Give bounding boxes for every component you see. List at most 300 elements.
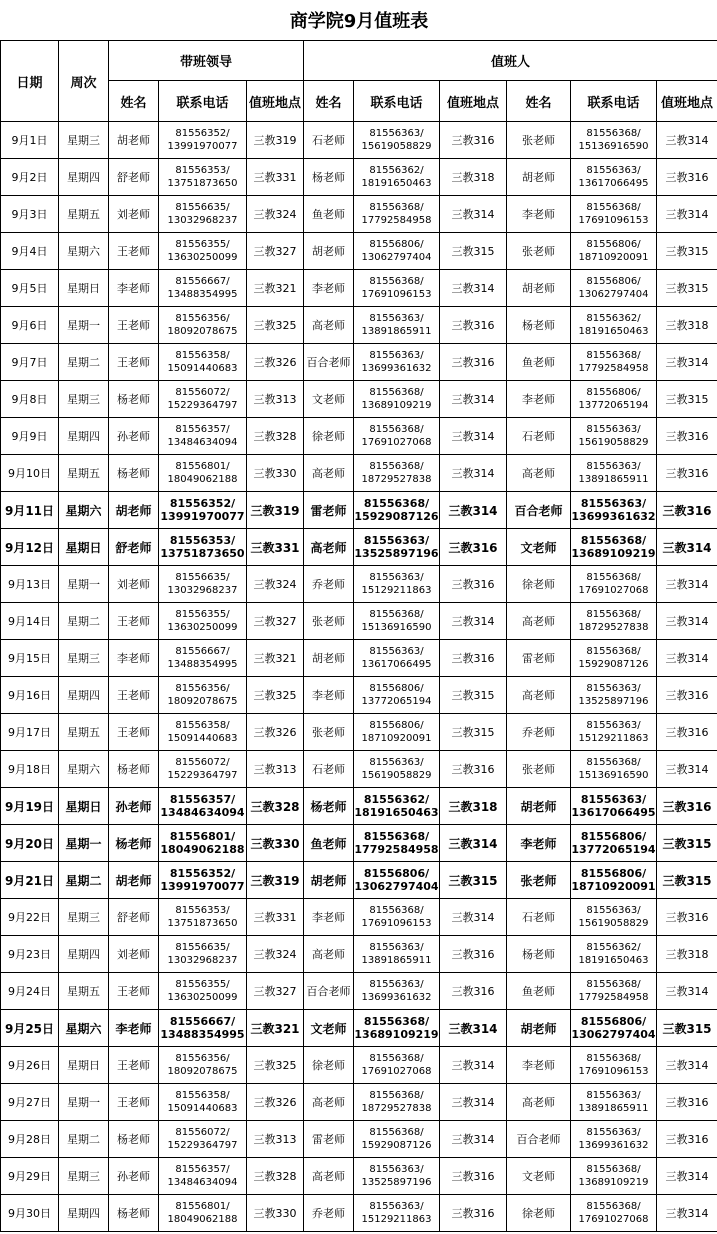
phone-mobile: 13689109219 xyxy=(361,400,432,411)
duty2-phone-cell xyxy=(571,936,657,973)
phone-mobile: 18729527838 xyxy=(361,1103,432,1114)
phone-office: 81556356/ xyxy=(175,313,230,324)
phone-mobile: 15619058829 xyxy=(361,141,432,152)
phone-office: 81556801/ xyxy=(175,461,230,472)
phone-mobile: 18092078675 xyxy=(167,696,238,707)
duty2-location-cell: 三教315 xyxy=(657,1010,717,1047)
phone-mobile: 13617066495 xyxy=(571,806,656,819)
phone-office: 81556363/ xyxy=(363,534,430,547)
date-cell: 9月20日 xyxy=(1,825,59,862)
phone-office: 81556806/ xyxy=(586,276,641,287)
phone-office: 81556072/ xyxy=(175,387,230,398)
date-cell: 9月11日 xyxy=(1,492,59,529)
leader-phone-cell xyxy=(159,196,247,233)
duty1-name-cell: 胡老师 xyxy=(304,233,354,270)
table-row xyxy=(1,677,717,714)
leader-location-cell: 三教313 xyxy=(247,751,304,788)
phone-mobile: 17691027068 xyxy=(578,585,649,596)
phone-mobile: 17691096153 xyxy=(361,289,432,300)
phone-office: 81556363/ xyxy=(586,683,641,694)
date-cell: 9月8日 xyxy=(1,381,59,418)
leader-name-cell: 王老师 xyxy=(109,307,159,344)
phone-office: 81556801/ xyxy=(169,830,236,843)
leader-location-cell: 三教319 xyxy=(247,862,304,899)
phone-mobile: 13488354995 xyxy=(167,659,238,670)
duty2-name-cell: 乔老师 xyxy=(507,714,571,751)
duty2-location-cell: 三教316 xyxy=(657,159,717,196)
phone-mobile: 13772065194 xyxy=(571,843,656,856)
phone-office: 81556353/ xyxy=(175,905,230,916)
duty1-phone-cell xyxy=(354,307,440,344)
leader-name-cell: 王老师 xyxy=(109,1047,159,1084)
date-cell: 9月29日 xyxy=(1,1158,59,1195)
leader-location-cell: 三教313 xyxy=(247,1121,304,1158)
date-cell: 9月26日 xyxy=(1,1047,59,1084)
duty1-location-cell: 三教318 xyxy=(440,788,507,825)
duty2-phone-cell xyxy=(571,751,657,788)
duty2-name-cell: 胡老师 xyxy=(507,1010,571,1047)
weekday-cell: 星期日 xyxy=(59,270,109,307)
phone-office: 81556363/ xyxy=(586,1127,641,1138)
duty2-phone-cell xyxy=(571,233,657,270)
duty1-location-cell: 三教314 xyxy=(440,1047,507,1084)
duty1-location-cell: 三教314 xyxy=(440,196,507,233)
leader-location-cell: 三教331 xyxy=(247,899,304,936)
duty2-location-cell: 三教316 xyxy=(657,677,717,714)
phone-office: 81556806/ xyxy=(363,867,430,880)
phone-office: 81556363/ xyxy=(586,424,641,435)
duty1-location-cell: 三教316 xyxy=(440,307,507,344)
leader-name-cell: 杨老师 xyxy=(109,751,159,788)
duty2-name-cell: 石老师 xyxy=(507,899,571,936)
weekday-cell: 星期五 xyxy=(59,973,109,1010)
weekday-cell: 星期二 xyxy=(59,862,109,899)
table-row xyxy=(1,196,717,233)
duty1-phone-cell xyxy=(354,788,440,825)
duty1-location-cell: 三教316 xyxy=(440,751,507,788)
duty1-location-cell: 三教316 xyxy=(440,973,507,1010)
leader-phone-cell xyxy=(159,1010,247,1047)
duty2-name-cell: 李老师 xyxy=(507,381,571,418)
leader-location-cell: 三教324 xyxy=(247,566,304,603)
phone-office: 81556352/ xyxy=(169,497,236,510)
leader-location-cell: 三教326 xyxy=(247,1084,304,1121)
duty2-location-cell: 三教316 xyxy=(657,899,717,936)
duty1-name-cell: 徐老师 xyxy=(304,1047,354,1084)
phone-office: 81556368/ xyxy=(580,534,647,547)
phone-office: 81556667/ xyxy=(169,1015,236,1028)
date-cell: 9月15日 xyxy=(1,640,59,677)
phone-mobile: 13484634094 xyxy=(167,437,238,448)
phone-mobile: 13891865911 xyxy=(578,474,649,485)
phone-mobile: 13891865911 xyxy=(578,1103,649,1114)
leader-phone-cell xyxy=(159,270,247,307)
duty1-location-cell: 三教316 xyxy=(440,344,507,381)
date-cell: 9月22日 xyxy=(1,899,59,936)
leader-phone-cell xyxy=(159,677,247,714)
leader-location-cell: 三教324 xyxy=(247,936,304,973)
phone-office: 81556355/ xyxy=(175,239,230,250)
leader-phone-cell xyxy=(159,159,247,196)
duty1-phone-cell xyxy=(354,381,440,418)
duty2-location-cell: 三教314 xyxy=(657,122,717,159)
duty2-location-cell: 三教315 xyxy=(657,233,717,270)
duty1-name-cell: 杨老师 xyxy=(304,159,354,196)
weekday-cell: 星期三 xyxy=(59,381,109,418)
date-cell: 9月23日 xyxy=(1,936,59,973)
duty1-location-cell: 三教314 xyxy=(440,492,507,529)
duty2-name-cell: 高老师 xyxy=(507,603,571,640)
duty2-location-cell: 三教314 xyxy=(657,344,717,381)
phone-office: 81556357/ xyxy=(175,1164,230,1175)
weekday-cell: 星期六 xyxy=(59,751,109,788)
duty1-phone-cell xyxy=(354,122,440,159)
leader-phone-cell xyxy=(159,603,247,640)
duty2-location-cell: 三教315 xyxy=(657,381,717,418)
table-row xyxy=(1,603,717,640)
leader-name-cell: 杨老师 xyxy=(109,825,159,862)
duty2-location-cell: 三教314 xyxy=(657,603,717,640)
weekday-cell: 星期四 xyxy=(59,936,109,973)
header-date: 日期 xyxy=(1,41,59,122)
date-cell: 9月1日 xyxy=(1,122,59,159)
header-weekday: 周次 xyxy=(59,41,109,122)
header-duty1-location: 值班地点 xyxy=(440,81,507,122)
duty1-location-cell: 三教314 xyxy=(440,1121,507,1158)
phone-mobile: 18092078675 xyxy=(167,326,238,337)
weekday-cell: 星期五 xyxy=(59,196,109,233)
phone-mobile: 18191650463 xyxy=(354,806,439,819)
phone-mobile: 15929087126 xyxy=(354,510,439,523)
weekday-cell: 星期三 xyxy=(59,1158,109,1195)
table-row xyxy=(1,1047,717,1084)
weekday-cell: 星期三 xyxy=(59,122,109,159)
duty2-name-cell: 高老师 xyxy=(507,677,571,714)
leader-phone-cell xyxy=(159,566,247,603)
duty1-location-cell: 三教314 xyxy=(440,1010,507,1047)
duty1-phone-cell xyxy=(354,862,440,899)
phone-office: 81556806/ xyxy=(580,1015,647,1028)
leader-name-cell: 李老师 xyxy=(109,270,159,307)
table-row xyxy=(1,899,717,936)
duty1-name-cell: 张老师 xyxy=(304,603,354,640)
duty2-name-cell: 张老师 xyxy=(507,751,571,788)
table-row xyxy=(1,1010,717,1047)
phone-mobile: 17691096153 xyxy=(578,1066,649,1077)
phone-office: 81556363/ xyxy=(586,720,641,731)
phone-office: 81556072/ xyxy=(175,757,230,768)
duty1-location-cell: 三教316 xyxy=(440,1195,507,1232)
phone-mobile: 15129211863 xyxy=(361,1214,432,1225)
duty1-phone-cell xyxy=(354,973,440,1010)
leader-location-cell: 三教319 xyxy=(247,492,304,529)
duty2-location-cell: 三教316 xyxy=(657,418,717,455)
date-cell: 9月9日 xyxy=(1,418,59,455)
duty1-name-cell: 徐老师 xyxy=(304,418,354,455)
duty2-name-cell: 百合老师 xyxy=(507,1121,571,1158)
date-cell: 9月5日 xyxy=(1,270,59,307)
leader-name-cell: 王老师 xyxy=(109,677,159,714)
phone-office: 81556368/ xyxy=(369,1053,424,1064)
phone-office: 81556368/ xyxy=(369,424,424,435)
phone-office: 81556368/ xyxy=(586,1053,641,1064)
phone-office: 81556368/ xyxy=(586,572,641,583)
leader-phone-cell xyxy=(159,418,247,455)
phone-office: 81556362/ xyxy=(369,165,424,176)
phone-mobile: 13525897196 xyxy=(361,1177,432,1188)
duty1-phone-cell xyxy=(354,603,440,640)
leader-name-cell: 孙老师 xyxy=(109,788,159,825)
phone-office: 81556368/ xyxy=(369,202,424,213)
leader-location-cell: 三教327 xyxy=(247,233,304,270)
duty1-name-cell: 乔老师 xyxy=(304,1195,354,1232)
leader-location-cell: 三教327 xyxy=(247,973,304,1010)
duty2-phone-cell xyxy=(571,677,657,714)
duty2-name-cell: 杨老师 xyxy=(507,307,571,344)
phone-office: 81556355/ xyxy=(175,979,230,990)
phone-mobile: 13617066495 xyxy=(578,178,649,189)
phone-mobile: 18049062188 xyxy=(167,474,238,485)
phone-mobile: 13062797404 xyxy=(571,1028,656,1041)
table-row xyxy=(1,529,717,566)
duty2-location-cell: 三教314 xyxy=(657,566,717,603)
phone-office: 81556363/ xyxy=(369,979,424,990)
phone-mobile: 17792584958 xyxy=(361,215,432,226)
date-cell: 9月17日 xyxy=(1,714,59,751)
phone-office: 81556667/ xyxy=(175,646,230,657)
phone-office: 81556635/ xyxy=(175,572,230,583)
duty2-location-cell: 三教315 xyxy=(657,270,717,307)
duty2-name-cell: 文老师 xyxy=(507,1158,571,1195)
duty1-phone-cell xyxy=(354,825,440,862)
duty2-phone-cell xyxy=(571,1010,657,1047)
phone-mobile: 13617066495 xyxy=(361,659,432,670)
phone-mobile: 15136916590 xyxy=(361,622,432,633)
leader-phone-cell xyxy=(159,1047,247,1084)
duty2-phone-cell xyxy=(571,714,657,751)
date-cell: 9月16日 xyxy=(1,677,59,714)
phone-office: 81556363/ xyxy=(580,497,647,510)
duty1-name-cell: 高老师 xyxy=(304,529,354,566)
duty1-name-cell: 高老师 xyxy=(304,307,354,344)
phone-mobile: 13772065194 xyxy=(361,696,432,707)
phone-office: 81556806/ xyxy=(580,867,647,880)
date-cell: 9月21日 xyxy=(1,862,59,899)
phone-mobile: 15619058829 xyxy=(361,770,432,781)
phone-office: 81556368/ xyxy=(369,387,424,398)
leader-location-cell: 三教331 xyxy=(247,159,304,196)
phone-mobile: 17792584958 xyxy=(578,363,649,374)
duty1-name-cell: 百合老师 xyxy=(304,344,354,381)
phone-mobile: 13991970077 xyxy=(160,880,245,893)
duty2-phone-cell xyxy=(571,455,657,492)
duty1-location-cell: 三教316 xyxy=(440,566,507,603)
date-cell: 9月27日 xyxy=(1,1084,59,1121)
header-duty1-name: 姓名 xyxy=(304,81,354,122)
duty2-name-cell: 李老师 xyxy=(507,196,571,233)
phone-office: 81556368/ xyxy=(369,1127,424,1138)
phone-mobile: 17691027068 xyxy=(361,1066,432,1077)
phone-mobile: 18710920091 xyxy=(578,252,649,263)
header-leader-group: 带班领导 xyxy=(109,41,304,81)
leader-name-cell: 王老师 xyxy=(109,714,159,751)
duty1-phone-cell xyxy=(354,344,440,381)
phone-mobile: 13699361632 xyxy=(578,1140,649,1151)
duty1-location-cell: 三教316 xyxy=(440,640,507,677)
leader-name-cell: 王老师 xyxy=(109,233,159,270)
leader-phone-cell xyxy=(159,751,247,788)
leader-location-cell: 三教328 xyxy=(247,418,304,455)
phone-office: 81556363/ xyxy=(369,128,424,139)
duty1-phone-cell xyxy=(354,751,440,788)
leader-phone-cell xyxy=(159,1121,247,1158)
phone-office: 81556362/ xyxy=(586,313,641,324)
leader-location-cell: 三教321 xyxy=(247,1010,304,1047)
table-row xyxy=(1,1084,717,1121)
weekday-cell: 星期六 xyxy=(59,1010,109,1047)
date-cell: 9月25日 xyxy=(1,1010,59,1047)
phone-office: 81556363/ xyxy=(586,461,641,472)
phone-office: 81556368/ xyxy=(369,1090,424,1101)
duty2-name-cell: 胡老师 xyxy=(507,788,571,825)
phone-office: 81556368/ xyxy=(586,757,641,768)
phone-mobile: 17691096153 xyxy=(361,918,432,929)
phone-mobile: 13630250099 xyxy=(167,622,238,633)
leader-name-cell: 李老师 xyxy=(109,640,159,677)
duty2-location-cell: 三教316 xyxy=(657,788,717,825)
duty1-phone-cell xyxy=(354,1010,440,1047)
duty2-phone-cell xyxy=(571,1047,657,1084)
duty2-location-cell: 三教314 xyxy=(657,1195,717,1232)
duty1-name-cell: 石老师 xyxy=(304,751,354,788)
phone-office: 81556363/ xyxy=(369,313,424,324)
date-cell: 9月28日 xyxy=(1,1121,59,1158)
duty2-name-cell: 文老师 xyxy=(507,529,571,566)
duty1-phone-cell xyxy=(354,1195,440,1232)
date-cell: 9月10日 xyxy=(1,455,59,492)
phone-office: 81556368/ xyxy=(586,350,641,361)
phone-mobile: 13484634094 xyxy=(160,806,245,819)
table-row xyxy=(1,788,717,825)
duty2-name-cell: 雷老师 xyxy=(507,640,571,677)
duty1-location-cell: 三教315 xyxy=(440,677,507,714)
duty1-location-cell: 三教316 xyxy=(440,936,507,973)
duty1-location-cell: 三教314 xyxy=(440,603,507,640)
phone-office: 81556362/ xyxy=(363,793,430,806)
phone-mobile: 13891865911 xyxy=(361,955,432,966)
duty2-location-cell: 三教315 xyxy=(657,862,717,899)
date-cell: 9月3日 xyxy=(1,196,59,233)
duty2-phone-cell xyxy=(571,899,657,936)
date-cell: 9月2日 xyxy=(1,159,59,196)
phone-office: 81556806/ xyxy=(580,830,647,843)
phone-mobile: 13689109219 xyxy=(354,1028,439,1041)
leader-name-cell: 杨老师 xyxy=(109,1121,159,1158)
phone-office: 81556362/ xyxy=(586,942,641,953)
phone-office: 81556363/ xyxy=(580,793,647,806)
duty1-phone-cell xyxy=(354,1121,440,1158)
table-row xyxy=(1,418,717,455)
duty1-phone-cell xyxy=(354,270,440,307)
phone-office: 81556368/ xyxy=(586,1164,641,1175)
date-cell: 9月4日 xyxy=(1,233,59,270)
duty1-phone-cell xyxy=(354,418,440,455)
table-row xyxy=(1,233,717,270)
phone-office: 81556667/ xyxy=(175,276,230,287)
duty2-name-cell: 张老师 xyxy=(507,122,571,159)
leader-location-cell: 三教328 xyxy=(247,1158,304,1195)
duty2-name-cell: 百合老师 xyxy=(507,492,571,529)
duty2-name-cell: 李老师 xyxy=(507,1047,571,1084)
duty2-phone-cell xyxy=(571,418,657,455)
duty2-phone-cell xyxy=(571,566,657,603)
table-row xyxy=(1,973,717,1010)
phone-mobile: 17792584958 xyxy=(354,843,439,856)
duty1-phone-cell xyxy=(354,1047,440,1084)
weekday-cell: 星期六 xyxy=(59,492,109,529)
leader-name-cell: 孙老师 xyxy=(109,1158,159,1195)
phone-office: 81556806/ xyxy=(586,387,641,398)
leader-location-cell: 三教330 xyxy=(247,455,304,492)
phone-mobile: 13062797404 xyxy=(361,252,432,263)
duty2-location-cell: 三教314 xyxy=(657,529,717,566)
leader-location-cell: 三教330 xyxy=(247,1195,304,1232)
header-duty2-location: 值班地点 xyxy=(657,81,717,122)
phone-mobile: 13032968237 xyxy=(167,215,238,226)
phone-office: 81556352/ xyxy=(169,867,236,880)
header-duty2-name: 姓名 xyxy=(507,81,571,122)
weekday-cell: 星期二 xyxy=(59,344,109,381)
duty2-phone-cell xyxy=(571,1158,657,1195)
duty1-location-cell: 三教314 xyxy=(440,381,507,418)
table-row xyxy=(1,751,717,788)
weekday-cell: 星期三 xyxy=(59,899,109,936)
date-cell: 9月7日 xyxy=(1,344,59,381)
leader-name-cell: 王老师 xyxy=(109,1084,159,1121)
duty1-location-cell: 三教315 xyxy=(440,714,507,751)
leader-phone-cell xyxy=(159,640,247,677)
phone-office: 81556801/ xyxy=(175,1201,230,1212)
phone-office: 81556353/ xyxy=(175,165,230,176)
duty2-phone-cell xyxy=(571,344,657,381)
phone-mobile: 15129211863 xyxy=(578,733,649,744)
table-row xyxy=(1,159,717,196)
phone-mobile: 15619058829 xyxy=(578,918,649,929)
weekday-cell: 星期四 xyxy=(59,677,109,714)
leader-phone-cell xyxy=(159,1084,247,1121)
leader-name-cell: 杨老师 xyxy=(109,1195,159,1232)
header-duty2-phone: 联系电话 xyxy=(571,81,657,122)
table-row xyxy=(1,381,717,418)
duty2-name-cell: 高老师 xyxy=(507,455,571,492)
duty2-phone-cell xyxy=(571,529,657,566)
duty2-location-cell: 三教316 xyxy=(657,1084,717,1121)
phone-mobile: 13484634094 xyxy=(167,1177,238,1188)
duty2-phone-cell xyxy=(571,862,657,899)
duty2-location-cell: 三教314 xyxy=(657,1047,717,1084)
weekday-cell: 星期四 xyxy=(59,418,109,455)
table-row xyxy=(1,492,717,529)
duty1-phone-cell xyxy=(354,899,440,936)
phone-mobile: 18191650463 xyxy=(578,326,649,337)
table-row xyxy=(1,344,717,381)
weekday-cell: 星期日 xyxy=(59,788,109,825)
table-row xyxy=(1,307,717,344)
duty2-location-cell: 三教318 xyxy=(657,307,717,344)
leader-phone-cell xyxy=(159,381,247,418)
header-duty-group: 值班人 xyxy=(304,41,717,81)
duty2-location-cell: 三教314 xyxy=(657,640,717,677)
